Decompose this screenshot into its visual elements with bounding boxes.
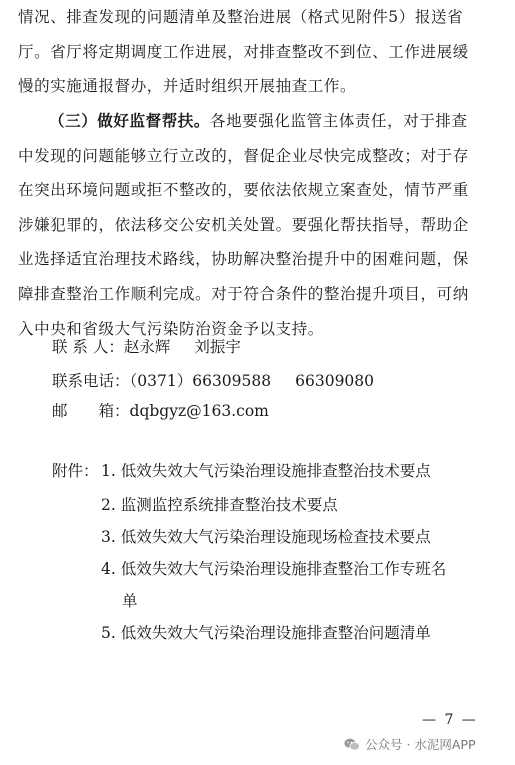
attachment-item [101, 552, 446, 587]
attachment-title: 低效失效大气污染治理设施排查整治技术要点 [120, 462, 431, 480]
contact-phone-label: 联系电话： [52, 372, 130, 390]
text-line: 障排查整治工作顺利完成。对于符合条件的整治提升项目，可纳 [18, 284, 469, 303]
attachment-number: 3. [101, 528, 116, 546]
contact-phone-1: 66309588 [192, 372, 272, 390]
text-line: 厅。省厅将定期调度工作进展，对排查整改不到位、工作进展缓 [18, 42, 469, 61]
paragraph-supervision [18, 104, 493, 346]
attachment-number: 1. [101, 462, 116, 480]
attachment-item [101, 616, 431, 651]
attachments-label: 附件： [52, 462, 99, 480]
attachment-number: 4. [101, 560, 116, 578]
attachment-item [101, 454, 431, 489]
attachment-title: 监测监控系统排查整治技术要点 [120, 496, 338, 514]
contact-email-address: dqbgyz@163.com [129, 402, 269, 420]
text-line: 入中央和省级大气污染防治资金予以支持。 [18, 319, 324, 338]
section-heading: （三）做好监督帮扶。 [49, 111, 211, 130]
attachment-title: 低效失效大气污染治理设施现场检查技术要点 [120, 528, 431, 546]
text-line: 涉嫌犯罪的，依法移交公安机关处置。要强化帮扶指导，帮助企 [18, 215, 469, 234]
text-line: 情况、排查发现的问题清单及整治进展（格式见附件5）报送省 [18, 8, 464, 26]
text-segment: 各地要强化监管主体责任，对于排查 [210, 112, 468, 130]
attachment-item-continuation: 单 [122, 592, 138, 610]
contact-phone-area: （0371） [129, 372, 193, 390]
contact-email-label: 邮 箱： [52, 402, 130, 420]
text-line [18, 104, 493, 139]
paragraph-reporting [18, 0, 493, 104]
attachment-item [101, 520, 431, 555]
attachment-number: 5. [101, 624, 116, 642]
attachment-title: 低效失效大气污染治理设施排查整治问题清单 [120, 624, 431, 642]
attachment-title: 低效失效大气污染治理设施排查整治工作专班名 [120, 560, 447, 578]
contact-phone-2: 66309080 [295, 372, 375, 390]
watermark [344, 735, 476, 753]
text-line: 慢的实施通报督办，并适时组织开展抽查工作。 [18, 77, 357, 96]
attachment-item [101, 488, 338, 523]
text-line: 在突出环境问题或拒不整改的，要依法依规立案查处，情节严重 [18, 181, 469, 200]
contact-person-1: 赵永辉 [123, 338, 171, 356]
attachment-number: 2. [101, 496, 116, 514]
text-line: 中发现的问题能够立行立改的，督促企业尽快完成整改；对于存 [18, 146, 469, 165]
contact-person [52, 330, 241, 365]
page-number: — 7 — [422, 712, 478, 728]
text-line: 业选择适宜治理技术路线，协助解决整治提升中的困难问题，保 [18, 250, 469, 269]
watermark-text: 公众号 · 水泥网APP [365, 737, 476, 752]
wechat-icon [344, 738, 360, 751]
contact-person-label: 联 系 人： [52, 338, 124, 356]
contact-email [52, 394, 269, 429]
contact-person-2: 刘振宇 [194, 338, 241, 356]
